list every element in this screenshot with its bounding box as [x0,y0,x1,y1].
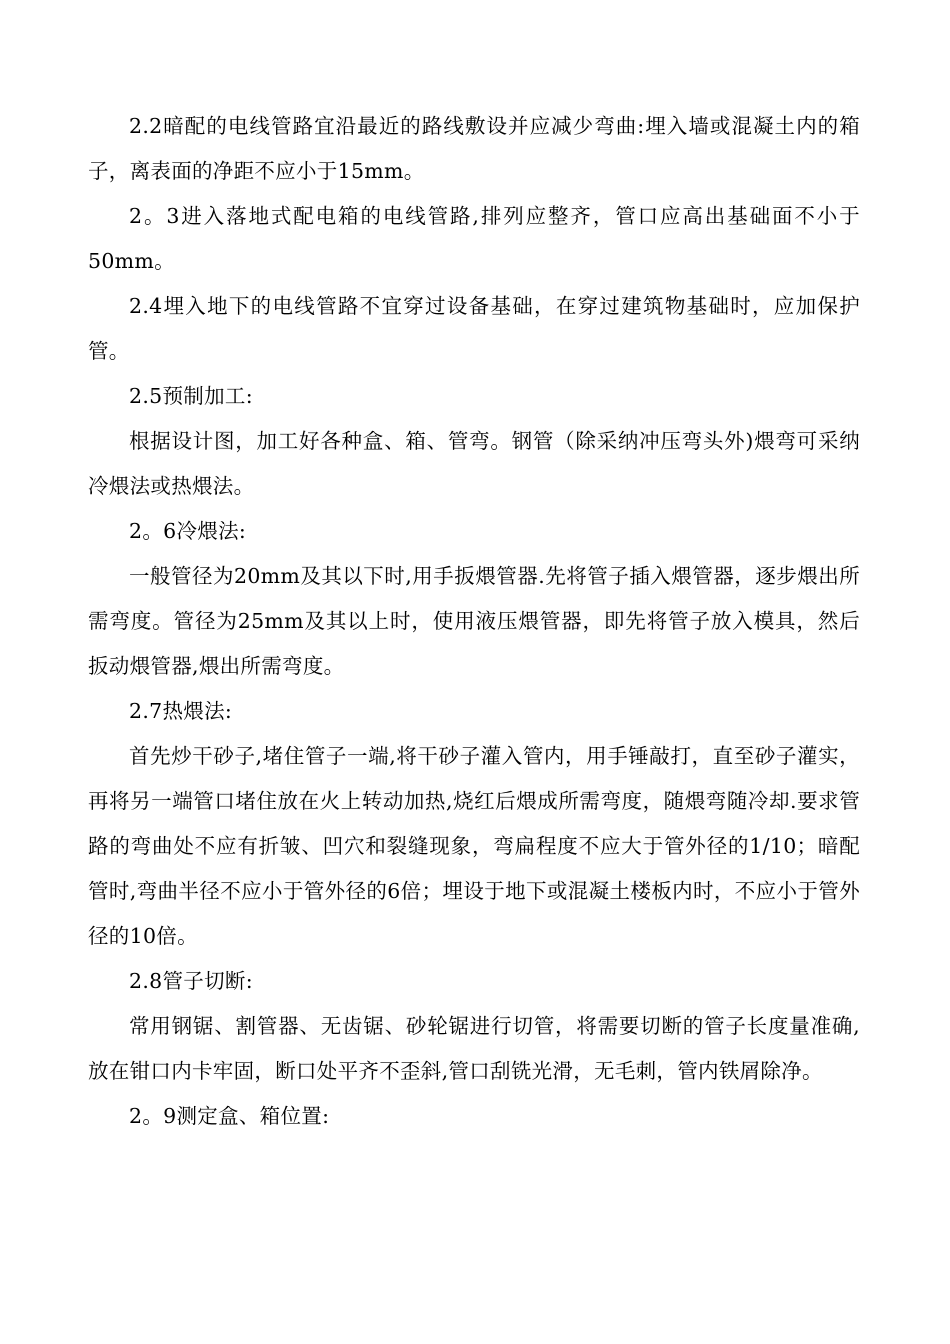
paragraph-prefab: 根据设计图，加工好各种盒、箱、管弯。钢管（除采纳冲压弯头外)煨弯可采纳冷煨法或热煨法。 [88,429,860,498]
heading-2-8: 2.8管子切断: [129,969,253,993]
heading-2-9: 2。9测定盒、箱位置: [129,1104,330,1128]
paragraph-2-3: 2。3进入落地式配电箱的电线管路,排列应整齐，管口应高出基础面不小于50mm。 [88,204,860,273]
paragraph-hot-bending: 首先炒干砂子,堵住管子一端,将干砂子灌入管内，用手锤敲打，直至砂子灌实，再将另一端管口堵住放在火上转动加热,烧红后煨成所需弯度，随煨弯随冷却.要求管路的弯曲处不应有折皱、凹穴和裂缝现象，弯扁程度不应大于管外径的1/10；暗配管时,弯曲半径不应小于管外径的6倍；埋设于地下或混凝土楼板内时，不应小于管外径的10倍。 [88,744,860,948]
heading-2-5: 2.5预制加工: [129,384,253,408]
paragraph-cold-bending: 一般管径为20mm及其以下时,用手扳煨管器.先将管子插入煨管器，逐步煨出所需弯度。管径为25mm及其以上时，使用液压煨管器，即先将管子放入模具，然后扳动煨管器,煨出所需弯度。 [88,564,860,678]
paragraph-2-2: 2.2暗配的电线管路宜沿最近的路线敷设并应减少弯曲:埋入墙或混凝土内的箱子，离表面的净距不应小于15mm。 [88,114,860,183]
heading-2-6: 2。6冷煨法: [129,519,247,543]
paragraph-pipe-cutting: 常用钢锯、割管器、无齿锯、砂轮锯进行切管，将需要切断的管子长度量准确,放在钳口内卡牢固，断口处平齐不歪斜,管口刮铣光滑，无毛刺，管内铁屑除净。 [88,1014,860,1083]
document-body [88,104,860,1139]
paragraph-2-4: 2.4埋入地下的电线管路不宜穿过设备基础，在穿过建筑物基础时，应加保护管。 [88,294,860,363]
heading-2-7: 2.7热煨法: [129,699,233,723]
